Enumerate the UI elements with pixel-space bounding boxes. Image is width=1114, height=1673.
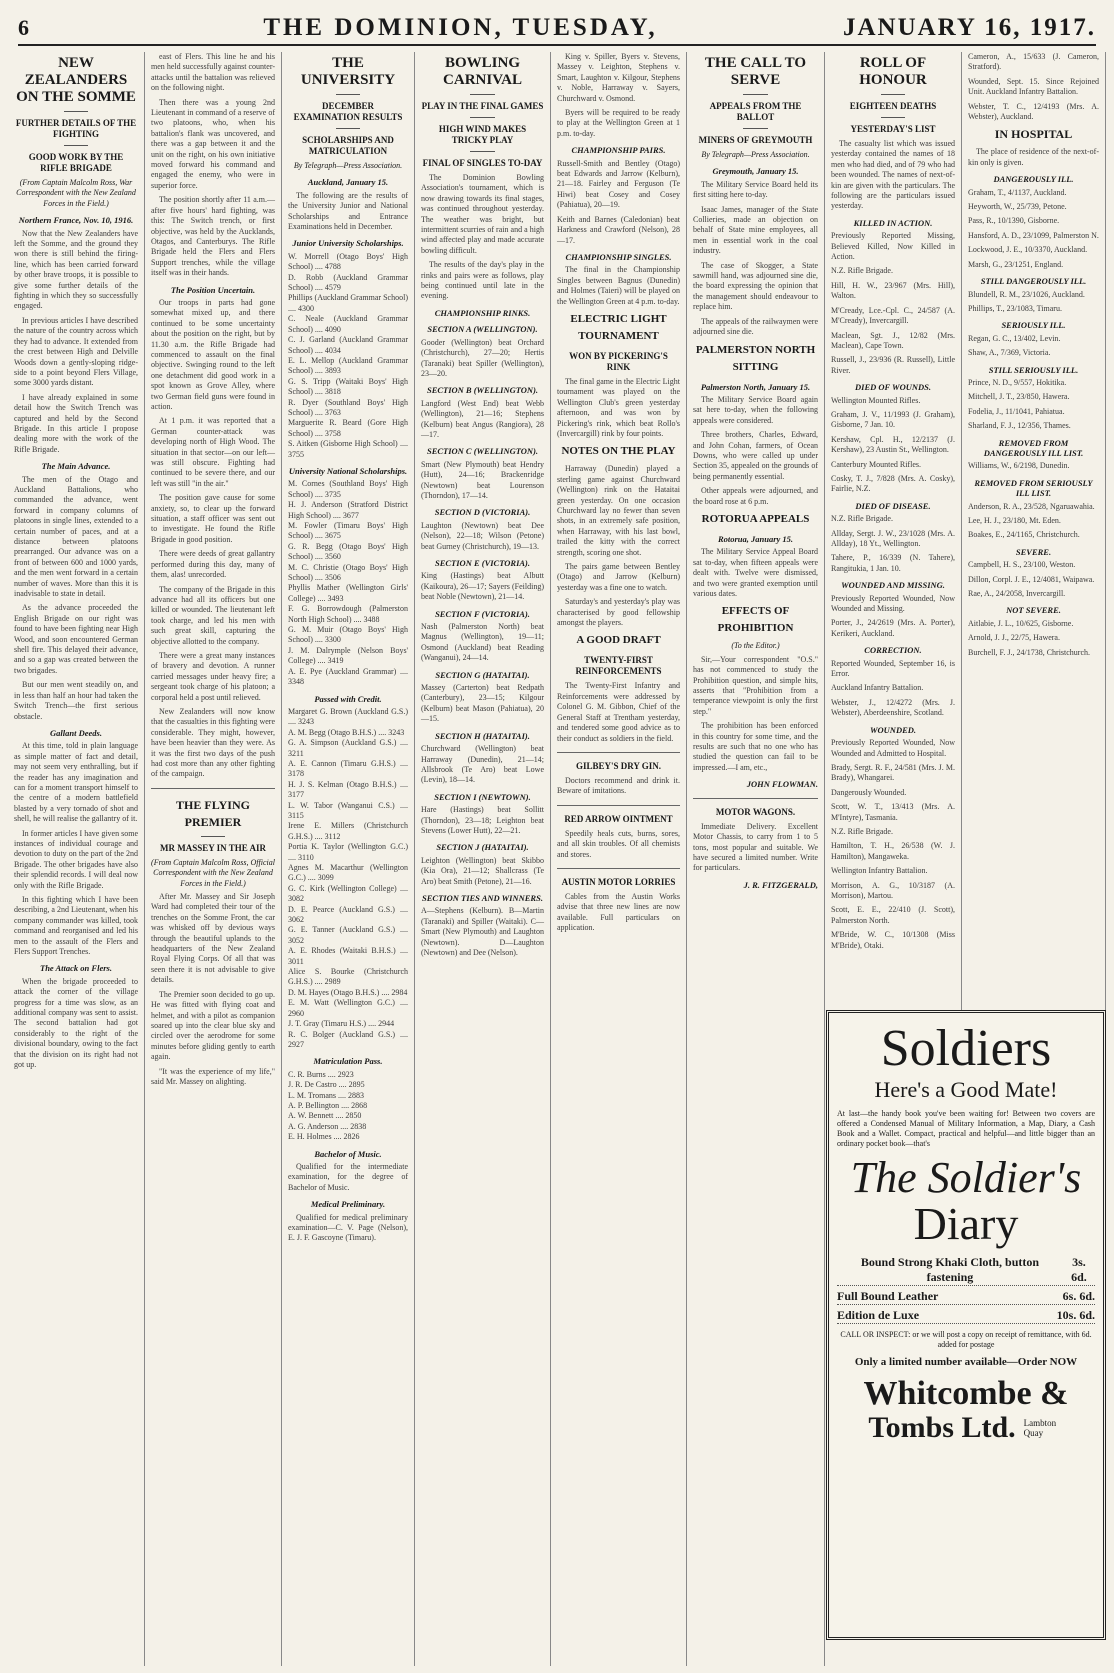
ad-call: CALL OR INSPECT: or we will post a copy on receipt of remittance, with 6d. added for postage — [840, 1330, 1092, 1349]
signature-fitzgerald: J. R. FITZGERALD, — [743, 879, 818, 890]
subhead-twenty-first: TWENTY-FIRST REINFORCEMENTS — [575, 655, 662, 677]
headline-university: THE UNIVERSITY — [300, 55, 396, 88]
byline-6: By Telegraph—Press Association. — [701, 150, 810, 159]
caption-still-seriously: STILL SERIOUSLY ILL. — [988, 364, 1079, 375]
headline-good-draft: A GOOD DRAFT — [576, 634, 661, 647]
subhead-fighting: FURTHER DETAILS OF THE FIGHTING — [15, 118, 137, 139]
column-8: Cameron, A., 15/633 (J. Cameron, Stratford). Wounded, Sept. 15. Since Rejoined Unit. Auckland Infantry Battalion. Webster, T. C., 12/4193 (Mrs. A. Webster), Auckland. IN HOSPITAL The place of residence of the next-of-kin only is given. DANGEROUSLY ILL. Graham, T., 4/1137, Auckland. Heyworth, W., 25/739, Petone. Pass, R., 10/1390, Gisborne. Hansford, A. D., 23/1099, Palmerston N. Lockwood, J. E., 10/3370, Auckland. Marsh, G., 23/1251, England. STILL DANGEROUSLY ILL. Blundell, R. M., 23/1026, Auckland. Phillips, T., 23/1083, Timaru. SERIOUSLY ILL. Regan, G. C., 13/402, Levin. Shaw, A., 7/369, Victoria. STILL SERIOUSLY ILL. Prince, N. D., 9/557, Hokitika. Mitchell, J. T., 23/850, Hawera. Fodelia, J., 11/1041, Pahiatua. Sharland, F. J., 12/356, Thames. REMOVED FROM DANGEROUSLY ILL LIST. Williams, W., 6/2198, Dunedin. REMOVED FROM SERIOUSLY ILL LIST. Anderson, R. A., 23/528, Ngaruawahia. Lee, H. J., 23/180, Mt. Eden. Boakes, E., 24/1165, Christchurch. SEVERE. Campbell, H. S., 23/100, Weston. Dillon, Corpl. J. E., 12/4081, Waipawa. Rae, A., 24/2058, Invercargill. NOT SEVERE. Aitlabie, J. L., 10/625, Gisborne. Arnold, J. J., 22/75, Hawera. Burchell, F. J., 24/1738, Christchurch. — [962, 52, 1106, 1666]
signature-flowman: JOHN FLOWMAN. — [746, 779, 818, 790]
caption-ties-winners: SECTION TIES AND WINNERS. — [422, 892, 543, 903]
caption-died-disease: DIED OF DISEASE. — [855, 500, 931, 511]
caption-removed-seriously: REMOVED FROM SERIOUSLY ILL LIST. — [974, 477, 1093, 499]
caption-junior-scholarships: Junior University Scholarships. — [292, 238, 404, 249]
dateline-6: Greymouth, January 15. — [712, 166, 799, 177]
caption-section-c: SECTION C (WELLINGTON). — [426, 446, 539, 457]
subhead-massey-air: MR MASSEY IN THE AIR — [159, 842, 267, 853]
subhead-greymouth: MINERS OF GREYMOUTH — [698, 135, 813, 145]
dateline-palmerston: Palmerston North, January 15. — [700, 381, 811, 392]
subhead-final-singles: FINAL OF SINGLES TO-DAY — [422, 158, 543, 168]
caption-removed-dangerously: REMOVED FROM DANGEROUSLY ILL LIST. — [983, 437, 1084, 458]
caption-national-scholarships: University National Scholarships. — [288, 465, 408, 476]
caption-section-b: SECTION B (WELLINGTON). — [426, 385, 539, 396]
caption-attack-flers: The Attack on Flers. — [40, 963, 112, 974]
article-body: Now that the New Zealanders have left the Somme, and the ground they won there is still behind the firing-line, which has been carried forward by other brave troops, it is possible to give some further details of the fighting in which they so successfully engaged. In previous articles I have described the nature of the country across which they had to advance. It extended from the crest between High and Delville Woods down a gently-sloping ridge-side to a point beyond Flers Village, some 3000 yards distant. I have already explained in some detail how the Switch Trench was captured and held by the Second Brigade. In this article I propose dealing more with the work of the Rifle Brigade. — [14, 228, 138, 454]
caption-section-e: SECTION E (VICTORIA). — [434, 558, 531, 568]
subhead-to-editor: (To the Editor.) — [731, 641, 780, 651]
caption-section-h: SECTION H (HATAITAI). — [435, 730, 530, 741]
caption-in-hospital: IN HOSPITAL — [994, 127, 1073, 142]
caption-position-uncertain: The Position Uncertain. — [170, 284, 256, 295]
caption-wounded-missing: WOUNDED AND MISSING. — [841, 580, 945, 591]
subhead-scholarships: SCHOLARSHIPS AND MATRICULATION — [302, 135, 394, 156]
caption-still-dangerously: STILL DANGEROUSLY ILL. — [980, 276, 1087, 287]
subhead-appeals-ballot: APPEALS FROM THE BALLOT — [709, 101, 802, 122]
caption-championship-rinks: CHAMPIONSHIP RINKS. — [434, 307, 531, 318]
caption-dangerously-ill: DANGEROUSLY ILL. — [993, 174, 1074, 185]
byline: (From Captain Malcolm Ross, War Correspondent with the New Zealand Forces in the Field.) — [16, 178, 136, 208]
column-5: King v. Spiller, Byers v. Stevens, Massey v. Leighton, Stephens v. Smart, Laughton v. Kilgour, Stephens v. Noble, Harraway v. Sayers, Churchward v. Osmond. Byers will be required to be ready to play at the Wellington Green at 1 p.m. to-day. CHAMPIONSHIP PAIRS. Russell-Smith and Bentley (Otago) beat Edwards and Jarrow (Kelburn), 21—18. Fairley and Ferguson (Te Hiwi) beat Cosey and Cosey (Pahiatua), 20—19. Keith and Barnes (Caledonian) beat Harkness and Crawford (Nelson), 28—17. CHAMPIONSHIP SINGLES. The final in the Championship Singles between Bagnus (Dunedin) and Holmes (Taieri) will be played on the Wellington Green at 4 p.m. to-day. ELECTRIC LIGHT TOURNAMENT WON BY PICKERING'S RINK The final game in the Electric Light tournament was played on the Wellington Club's green yesterday afternoon, and was won by Pickering's rink, which beat Rollo's (Invercargill) rink by four points. NOTES ON THE PLAY Harraway (Dunedin) played a sterling game against Churchward (Wellington) rink on the Hataitai green yesterday. On one occasion Churchward lay no fewer than seven shots, in an extremely safe position, when Harraway, with his last bowl, trailed the kitty with the correct strength, scoring one shot. The pairs game between Bentley (Otago) and Jarrow (Kelburn) yesterday was a fine one to watch. Saturday's and yesterday's play was characterised by good fellowship amongst the players. A GOOD DRAFT TWENTY-FIRST REINFORCEMENTS The Twenty-First Infantry and Reinforcements were addressed by Colonel G. M. Gibbon, Chief of the General Staff at Trentham yesterday, and tendered some good advice as to their conduct as soldiers in the field. GILBEY'S DRY GIN. Doctors recommend and drink it. Beware of imitations. RED ARROW OINTMENT Speedily heals cuts, burns, sores, and all skin troubles. Of all chemists and stores. AUSTIN MOTOR LORRIES Cables from the Austin Works advise that three new lines are now available. Full particulars on application. — [551, 52, 687, 1666]
ad-price-deluxe: Edition de Luxe 10s. 6d. — [837, 1308, 1095, 1322]
ad-prices — [837, 1255, 1095, 1324]
column-7: ROLL OF HONOUR EIGHTEEN DEATHS YESTERDAY'S LIST The casualty list which was issued yesterday contained the names of 18 men who had died, and of 79 who had been wounded. The names of next-of-kin are given with the particulars. The following are the particulars issued yesterday. KILLED IN ACTION. Previously Reported Missing, Believed Killed, Now Killed in Action. N.Z. Rifle Brigade. Hill, H. W., 23/967 (Mrs. Hill), Walton. M'Cready, Lce.-Cpl. C., 24/587 (A. M'Cready), Invercargill. Maclean, Sgt. J., 12/82 (Mrs. Maclean), Cape Town. Russell, J., 23/936 (R. Russell), Little River. DIED OF WOUNDS. Wellington Mounted Rifles. Graham, J. V., 11/1993 (J. Graham), Gisborne, 7 Jan. 10. Kershaw, Cpl. H., 12/2137 (J. Kershaw), 23 Austin St., Wellington. Canterbury Mounted Rifles. Cosky, T. J., 7/828 (Mrs. A. Cosky), Fairlie, N.Z. DIED OF DISEASE. N.Z. Rifle Brigade. Allday, Sergt. J. W., 23/1028 (Mrs. A. Allday), 18 Yt., Wellington. Tahere, P., 16/339 (N. Tahere), Rangitukia, 1 Jan. 10. WOUNDED AND MISSING. Previously Reported Wounded, Now Wounded and Missing. Porter, J., 24/2619 (Mrs. A. Porter), Kerikeri, Auckland. CORRECTION. Reported Wounded, September 16, is Error. Auckland Infantry Battalion. Webster, J., 12/4272 (Mrs. J. Webster), Aberdeenshire, Scotland. WOUNDED. Previously Reported Wounded, Now Wounded and Admitted to Hospital. Brady, Sergt. R. F., 24/581 (Mrs. J. M. Brady), Whangarei. Dangerously Wounded. Scott, W. T., 13/413 (Mrs. A. M'Intyre), Tasmania. N.Z. Rifle Brigade. Hamilton, T. H., 26/538 (W. J. Hamilton), Mangaweka. Wellington Infantry Battalion. Morrison, A. G., 10/3187 (A. Morrison), Martou. Scott, E. E., 22/410 (J. Scott), Palmerston North. M'Bride, W. C., 10/1308 (Miss M'Bride), Otaki. — [825, 52, 962, 1666]
caption-died-wounds: DIED OF WOUNDS. — [855, 382, 931, 393]
ad-limited: Only a limited number available—Order NOW — [854, 1356, 1078, 1368]
ad-price-leather: Full Bound Leather 6s. 6d. — [837, 1289, 1095, 1303]
caption-wounded: WOUNDED. — [869, 724, 917, 735]
headline-roll-honour: ROLL OF HONOUR — [859, 55, 927, 88]
dateline: Northern France, Nov. 10, 1916. — [18, 215, 134, 226]
ad-firm-tombs: Tombs Ltd. — [868, 1411, 1016, 1444]
ad-price-cloth: Bound Strong Khaki Cloth, button fastening 3s. 6d. — [837, 1255, 1095, 1286]
column-6: THE CALL TO SERVE APPEALS FROM THE BALLOT MINERS OF GREYMOUTH By Telegraph—Press Association. Greymouth, January 15. The Military Service Board held its first sitting here to-day. Isaac James, manager of the State Collieries, made an objection on behalf of State mine employees, all men in essential work in the coal industry. The case of Skogger, a State sawmill hand, was adjourned sine die, the board expressing the opinion that the management should endeavour to replace him. The appeals of the railwaymen were adjourned sine die. PALMERSTON NORTH SITTING Palmerston North, January 15. The Military Service Board again sat here to-day, when the following appeals were considered. Three brothers, Charles, Edward, and John Cohan, farmers, of Ocean Downs, who were called up under Section 35, appealed on the grounds of being permanently essential. Other appeals were adjourned, and the board rose at 6 p.m. ROTORUA APPEALS Rotorua, January 15. The Military Service Appeal Board sat to-day, when fifteen appeals were dealt with. Twelve were dismissed, and two were granted exemption until various dates. EFFECTS OF PROHIBITION (To the Editor.) Sir,—Your correspondent "O.S." has not commenced to study the Prohibition question, and simple hits, asserts that "Prohibition from a temperance viewpoint is only the first step." The prohibition has been enforced in this country for some time, and the results are such that no one who has studied the question can fail to be impressed.—I am, etc., JOHN FLOWMAN. MOTOR WAGONS. Immediate Delivery. Excellent Motor Chassis, to carry from 1 to 5 tons, most popular and suitable. We have secured a limited number. Write for particulars. J. R. FITZGERALD, — [687, 52, 825, 1666]
dateline-3: Auckland, January 15. — [307, 177, 389, 188]
caption-correction: CORRECTION. — [864, 645, 922, 656]
caption-main-advance: The Main Advance. — [41, 461, 111, 472]
subhead-rifle-brigade: GOOD WORK BY THE RIFLE BRIGADE — [28, 152, 124, 173]
caption-section-j: SECTION J (HATAITAI). — [436, 842, 529, 853]
issue-date: JANUARY 16, 1917. — [842, 14, 1096, 41]
column-2: east of Flers. This line he and his men held successfully against counter-attacks until the battalion was relieved on the following night. Then there was a young 2nd Lieutenant in command of a reserve of two platoons, who, when his battalion's flank was uncovered, and there was a gap between it and the unit on the right, on his own initiative moved forward his command and engaged the enemy, who were in superior force. The position shortly after 11 a.m.—after five hours' hard fighting, was this: The Switch trench, or first objective, was held by the Aucklands, Otagos, and Canterburys. The Rifle Brigade held the Flers and Flers Support trenches, while the village itself was in their hands. The Position Uncertain. Our troops in parts had gone somewhat mixed up, and there continued to be some uncertainty about the position on the right, but by 11.30 a.m. the Rifle Brigade had commenced to assault on the final objective. Swinging round to the left one detachment did good work in a spot known as Grove Alley, where two German field guns were found in action. At 1 p.m. it was reported that a German counter-attack was developing north of High Wood. The situation in that sector—on our left—was still obscure. Fighting had continued to be severe there, and our left was still "in the air." The position gave cause for some anxiety, so, to clear up the forward situation, a staff officer was sent out to investigate. He found the Rifle Brigade in good position. There were deeds of great gallantry performed during this day, many of them, alas! unrecorded. The company of the Brigade in this advance had all its officers but one killed or wounded. The lieutenant left took charge, and led his men with such great skill, capturing the objective allotted to the company. There were a great many instances of bravery and devotion. A runner carried messages under heavy fire; a sergeant took charge of his platoon; a corporal held a post until relieved. New Zealanders will now know that the casualties in this fighting were considerable. They might, however, have been heavier than they were. As it was the first two days of the push had cost more than any other fighting of the campaign. THE FLYING PREMIER MR MASSEY IN THE AIR (From Captain Malcolm Ross, Official Correspondent with the New Zealand Forces in the Field.) After Mr. Massey and Sir Joseph Ward had completed their tour of the trenches on the Somme Front, the car was whisked off by devious ways through the beautiful uplands to the headquarters of the New Zealand Royal Flying Corps. Of all that was seen there it is not advisable to give details. The Premier soon decided to go up. He was fitted with flying coat and helmet, and with a pilot as companion soared up into the clear blue sky and circled over the aerodrome for some minutes before gliding gently to earth again. "It was the experience of my life," said Mr. Massey on alighting. — [145, 52, 282, 1666]
subhead-eighteen-deaths: EIGHTEEN DEATHS — [849, 101, 937, 111]
advert-area — [826, 1010, 1106, 1666]
masthead — [18, 12, 1096, 46]
caption-bachelor-music: Bachelor of Music. — [314, 1148, 382, 1159]
ad-red-arrow: RED ARROW OINTMENT — [564, 813, 673, 824]
dateline-rotorua: Rotorua, January 15. — [717, 533, 794, 544]
caption-championship-pairs: CHAMPIONSHIP PAIRS. — [571, 145, 666, 156]
ad-soldiers-word: Soldiers — [880, 1020, 1052, 1077]
headline-prohibition: EFFECTS OF PROHIBITION — [717, 605, 794, 635]
column-3: THE UNIVERSITY DECEMBER EXAMINATION RESULTS SCHOLARSHIPS AND MATRICULATION By Telegraph—Press Association. Auckland, January 15. The following are the results of the University Junior and National Scholarships and Entrance Examinations held in December. Junior University Scholarships. W. Morrell (Otago Boys' High School) .... 4788 D. Robb (Auckland Grammar School) .... 4579 Phillips (Auckland Grammar School) .... 4300 C. Neale (Auckland Grammar School) .... 4090 C. J. Garland (Auckland Grammar School) .... 4034 E. L. Mellop (Auckland Grammar School) .... 3893 G. S. Tripp (Waitaki Boys' High School) .... 3818 R. Dyer (Southland Boys' High School) .... 3763 Marguerite R. Beard (Gore High School) .... 3758 S. Aitken (Gisborne High School) .... 3755 University National Scholarships. M. Cornes (Southland Boys' High School) .... 3735 H. J. Anderson (Stratford District High School) .... 3677 M. Fowler (Timaru Boys' High School) .... 3675 G. R. Begg (Otago Boys' High School) .... 3560 M. C. Christie (Otago Boys' High School) .... 3506 Phyllis Mather (Wellington Girls' College) .... 3493 F. G. Borrowdough (Palmerston North High School) .... 3488 G. M. Muir (Otago Boys' High School) .... 3300 J. M. Dalrymple (Nelson Boys' College) .... 3419 A. E. Pye (Auckland Grammar) .... 3348 Passed with Credit. Margaret G. Brown (Auckland G.S.) .... 3243 A. M. Begg (Otago B.H.S.) .... 3243 G. A. Simpson (Auckland G.S.) .... 3211 A. E. Cannon (Timaru G.H.S.) .... 3178 H. J. S. Kelman (Otago B.H.S.) .... 3177 L. W. Tabor (Wanganui C.S.) .... 3115 Irene E. Millers (Christchurch G.H.S.) .... 3112 Portia K. Taylor (Wellington G.C.) .... 3110 Agnes M. Macarthur (Wellington G.C.) .... 3099 G. C. Kirk (Wellington College) .... 3082 D. E. Pearce (Auckland G.S.) .... 3062 G. E. Tanner (Auckland G.S.) .... 3052 A. E. Rhodes (Waitaki B.H.S.) .... 3011 Alice S. Bourke (Christchurch G.H.S.) .... 2989 D. M. Hayes (Otago B.H.S.) .... 2984 E. M. Watt (Wellington G.C.) .... 2960 J. T. Gray (Timaru H.S.) .... 2944 R. C. Bolger (Auckland G.S.) .... 2927 Matriculation Pass. C. R. Burns .... 2923 J. R. De Castro .... 2895 L. M. Tromans .... 2883 A. P. Bellington .... 2868 A. W. Bennett .... 2850 A. G. Anderson .... 2838 E. H. Holmes .... 2826 Bachelor of Music. Qualified for the intermediate examination, for the degree of Bachelor of Music. Medical Preliminary. Qualified for medical preliminary examination—C. V. Page (Nelson), E. J. F. Gascoyne (Timaru). — [282, 52, 415, 1666]
caption-matriculation: Matriculation Pass. — [313, 1056, 383, 1067]
column-4: BOWLING CARNIVAL PLAY IN THE FINAL GAMES HIGH WIND MAKES TRICKY PLAY FINAL OF SINGLES TO-DAY The Dominion Bowling Association's tournament, which is now drawing towards its final stages, was continued throughout yesterday. The weather was bright, but intermittent scurries of rain and a high wind affected play and made accurate bowling difficult. The results of the day's play in the rinks and pairs were as follows, play being continued until late in the evening. CHAMPIONSHIP RINKS. SECTION A (WELLINGTON). Gooder (Wellington) beat Orchard (Christchurch), 27—20; Hertis (Taranaki) beat Spiller (Wellington), 23—20. SECTION B (WELLINGTON). Langford (West End) beat Webb (Wellington), 21—16; Stephens (Kelburn) beat Angus (Rangiora), 28—17. SECTION C (WELLINGTON). Smart (New Plymouth) beat Hendry (Hutt), 24—16; Brackenridge (Newtown) beat Lourenson (Thorndon), 17—14. SECTION D (VICTORIA). Laughton (Newtown) beat Dee (Nelson), 22—18; Wilson (Petone) beat Gurney (Christchurch), 19—13. SECTION E (VICTORIA). King (Hastings) beat Albutt (Kaikoura), 26—17; Sayers (Feilding) beat Noble (Newtown), 21—14. SECTION F (VICTORIA). Nash (Palmerston North) beat Magnus (Wellington), 19—11; Osmond (Auckland) beat Reading (Wanganui), 24—14. SECTION G (HATAITAI). Massey (Carterton) beat Redpath (Canterbury), 23—15; Kilgour (Kelburn) beat Mason (Pahiatua), 20—15. SECTION H (HATAITAI). Churchward (Wellington) beat Harraway (Dunedin), 21—14; Allsbrook (Te Aro) beat Lowe (Levin), 18—14. SECTION I (NEWTOWN). Hare (Hastings) beat Sollitt (Thorndon), 23—18; Leighton beat Stevens (Lower Hutt), 22—21. SECTION J (HATAITAI). Leighton (Wellington) beat Skibbo (Kia Ora), 21—12; Shallcrass (Te Aro) beat Smith (Petone), 21—16. SECTION TIES AND WINNERS. A—Stephens (Kelburn). B—Martin (Taranaki) and Spiller (Waitaki). C—Smart (New Plymouth) and Laughton (Newtown). D—Laughton (Newtown) and Dee (Nelson). — [415, 52, 551, 1666]
subhead-pickering: WON BY PICKERING'S RINK — [569, 350, 668, 372]
caption-section-g: SECTION G (HATAITAI). — [435, 669, 530, 680]
caption-section-a: SECTION A (WELLINGTON). — [427, 324, 538, 335]
subhead-exam-results: DECEMBER EXAMINATION RESULTS — [293, 101, 403, 122]
ad-gilbeys: GILBEY'S DRY GIN. — [575, 760, 662, 771]
page-number: 6 — [18, 15, 29, 40]
ad-title-diary: Diary — [913, 1198, 1019, 1249]
caption-severe: SEVERE. — [1015, 546, 1052, 557]
advert-soldiers-diary — [826, 1010, 1106, 1640]
ad-place: Lambton Quay — [1023, 1418, 1057, 1438]
caption-section-f: SECTION F (VICTORIA). — [435, 608, 530, 619]
headline-motor-wagons: MOTOR WAGONS. — [715, 806, 796, 817]
headline-flying-premier: THE FLYING PREMIER — [176, 797, 250, 829]
caption-passed-credit: Passed with Credit. — [314, 693, 382, 704]
headline-notes-play: NOTES ON THE PLAY — [561, 445, 676, 458]
headline-call-serve: THE CALL TO SERVE — [704, 55, 807, 88]
byline-3: By Telegraph—Press Association. — [293, 161, 403, 170]
paper-title: THE DOMINION, TUESDAY, — [263, 14, 658, 41]
ad-blurb: At last—the handy book you've been waiting for! Between two covers are offered a Condensed Manual of Military Information, a Map, Diary, a Cash Book and a Wallet. Compact, practical and helpful—and little bigger than an ordinary pocket book—that's — [837, 1109, 1095, 1148]
ad-good-mate: Here's a Good Mate! — [874, 1077, 1058, 1102]
caption-medical-preliminary: Medical Preliminary. — [310, 1199, 386, 1210]
caption-seriously-ill: SERIOUSLY ILL. — [1001, 320, 1066, 331]
headline-electric-light: ELECTRIC LIGHT TOURNAMENT — [570, 312, 667, 342]
ad-austin: AUSTIN MOTOR LORRIES — [561, 876, 676, 887]
ad-firm-whitcombe: Whitcombe & — [863, 1375, 1069, 1412]
caption-section-d: SECTION D (VICTORIA). — [434, 507, 531, 518]
caption-section-i: SECTION I (NEWTOWN). — [434, 791, 531, 802]
caption-championship-singles: CHAMPIONSHIP SINGLES. — [565, 251, 672, 262]
subhead-yesterdays-list: YESTERDAY'S LIST — [850, 124, 936, 134]
caption-gallant-deeds: Gallant Deeds. — [50, 727, 102, 738]
ad-title-soldiers: The Soldier's — [850, 1153, 1082, 1202]
caption-killed-action: KILLED IN ACTION. — [853, 217, 933, 228]
subhead-final-games: PLAY IN THE FINAL GAMES — [421, 101, 544, 111]
headline-nz-somme: NEW ZEALANDERS ON THE SOMME — [16, 55, 136, 105]
headline-rotorua: ROTORUA APPEALS — [701, 512, 810, 525]
caption-not-severe: NOT SEVERE. — [1006, 605, 1061, 616]
subhead-high-wind: HIGH WIND MAKES TRICKY PLAY — [438, 124, 527, 145]
headline-palmerston: PALMERSTON NORTH SITTING — [695, 343, 816, 373]
headline-bowling: BOWLING CARNIVAL — [443, 55, 522, 88]
column-1: NEW ZEALANDERS ON THE SOMME FURTHER DETAILS OF THE FIGHTING GOOD WORK BY THE RIFLE BRIGADE (From Captain Malcolm Ross, War Correspondent with the New Zealand Forces in the Field.) Northern France, Nov. 10, 1916. Now that the New Zealanders have left the Somme, and the ground they won there is still behind the firing-line, which has been carried forward by other brave troops, it is possible to give some further details of the fighting in which they so successfully engaged. In previous articles I have described the nature of the country across which they had to advance. It extended from the crest between High and Delville Woods down a gently-sloping ridge-side to a point beyond Flers Village, some 3000 yards distant. I have already explained in some detail how the Switch Trench was captured and held by the Second Brigade. In this article I propose dealing more with the work of the Rifle Brigade. The Main Advance. The men of the Otago and Auckland Battalions, who commanded the advance, went forward in company columns of platoons in single lines, extended to a certain number of paces, and at a distance between platoons prearranged. Our advance was on a front of between 600 and 1000 yards, and the men went forward in a certain number of waves. More than this it is inadvisable to state in detail. As the advance proceeded the English Brigade on our right was found to have been fighting near High Wood, and soon encountered German shell fire. This delayed their advance, and so a gap was created between the two brigades. But our men went steadily on, and in less than half an hour had taken the Switch Trench—the first serious obstacle. Gallant Deeds. At this time, told in plain language as simple matter of fact and detail, may not seem very enthralling, but if the reader has any imagination and can for a moment transport himself to the centre of a modern battlefield blasted by a very tornado of shot and shell, he will realise the gallantry of it. In former articles I have given some instances of individual courage and devotion to duty on the part of the 2nd Brigade. The other brigades have also their splendid records. I will deal now only with the Rifle Brigade. In this fighting which I have been describing, a 2nd Lieutenant, when his company commander was killed, took command and reorganised and led his men to the assault of the Flers and Flers Support Trenches. The Attack on Flers. When the brigade proceeded to attack the corner of the village progress for a time was slow, as an additional company was sent to assist. The second battalion had got considerably to the right of the divisional boundary, owing to the fact that the division on its right had not got up. — [8, 52, 145, 1666]
byline-2: (From Captain Malcolm Ross, Official Correspondent with the New Zealand Forces in the Field.) — [151, 857, 275, 888]
